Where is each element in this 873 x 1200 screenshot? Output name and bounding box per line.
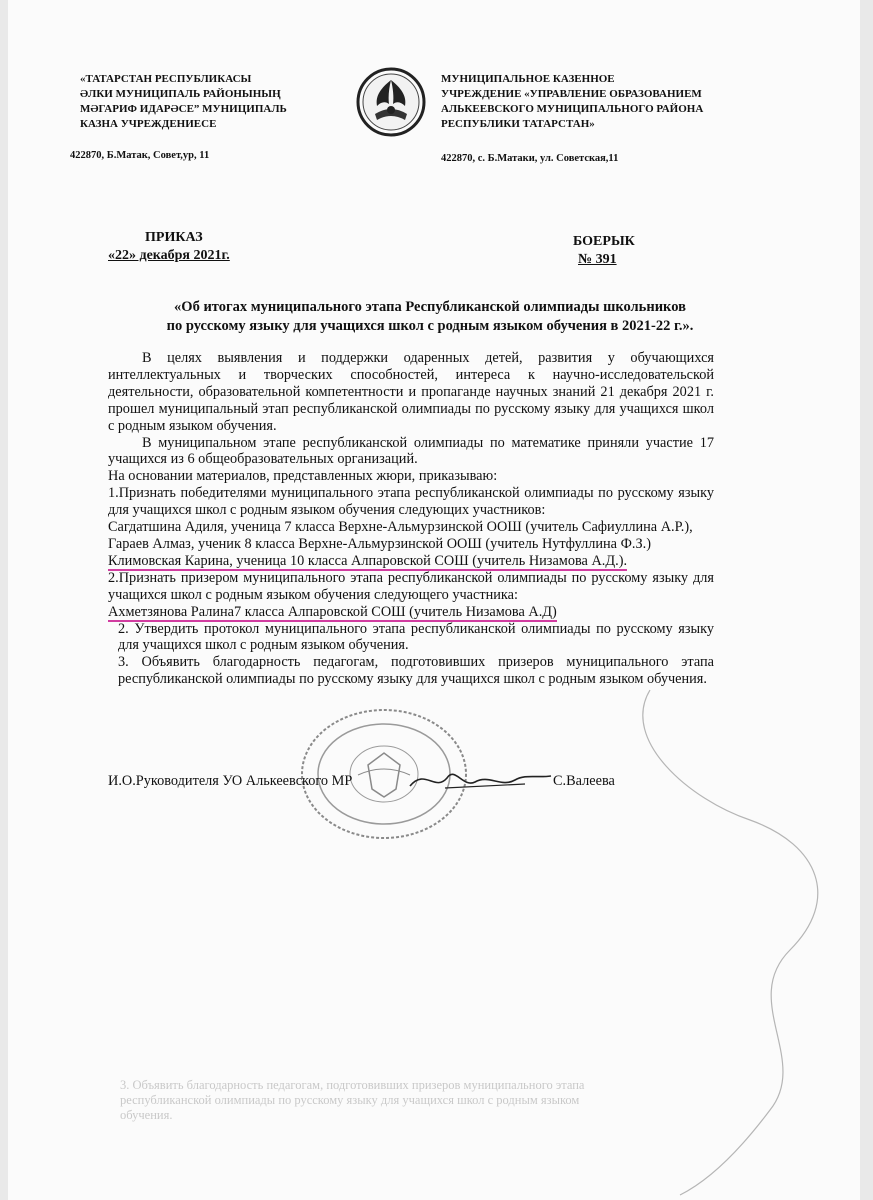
paragraph-participants: В муниципальном этапе республиканской олимпиады по математике приняли участие 17 учащихся из 6 общеобразовательных организаций. xyxy=(108,434,714,468)
winner-item: Гараев Алмаз, ученик 8 класса Верхне-Альмурзинской ООШ (учитель Нутфуллина Ф.З.) xyxy=(108,535,651,552)
tatarstan-emblem-icon xyxy=(355,66,427,138)
order-date: «22» декабря 2021г. xyxy=(108,248,230,263)
bleed-through-line: 3. Объявить благодарность педагогам, подготовивших призеров муниципального этапа xyxy=(120,1078,585,1092)
paragraph-protocol: 2. Утвердить протокол муниципального этапа республиканской олимпиады по русскому языку для учащихся школ с родным языком обучения. xyxy=(118,620,714,654)
handwritten-signature-icon xyxy=(405,758,555,798)
header-right-line: АЛЬКЕЕВСКОГО МУНИЦИПАЛЬНОГО РАЙОНА xyxy=(441,103,704,115)
order-label-left: ПРИКАЗ xyxy=(145,230,203,245)
title-line: «Об итогах муниципального этапа Республиканской олимпиады школьников xyxy=(174,299,686,315)
paragraph-gratitude: 3. Объявить благодарность педагогам, подготовивших призеров муниципального этапа республиканской олимпиады по русскому языку для учащихся школ с родным языком обучения. xyxy=(118,654,714,688)
paragraph-basis: На основании материалов, представленных жюри, приказываю: xyxy=(108,468,498,485)
paragraph-winners-intro: 1.Признать победителями муниципального этапа республиканской олимпиады по русскому языку для учащихся школ с родным языком обучения следующих участников: xyxy=(108,485,714,519)
paragraph-prize-intro: 2.Признать призером муниципального этапа республиканской олимпиады по русскому языку для учащихся школ с родным языком обучения следующего участника: xyxy=(108,569,714,603)
header-left-org xyxy=(80,72,320,132)
order-label-right: БОЕРЫК xyxy=(573,234,635,249)
header-right-org xyxy=(441,72,751,132)
document-body xyxy=(108,350,714,688)
prize-item-highlighted: Ахметзянова Ралина7 класса Алпаровской СОШ (учитель Низамова А.Д) xyxy=(108,603,557,620)
bleed-through-line: обучения. xyxy=(120,1108,173,1122)
scan-edge-left xyxy=(0,0,8,1200)
header-left-line: ӘЛКИ МУНИЦИПАЛЬ РАЙОНЫНЫҢ xyxy=(80,88,281,100)
document-title xyxy=(100,298,760,336)
header-right-line: МУНИЦИПАЛЬНОЕ КАЗЕННОЕ xyxy=(441,73,615,85)
bleed-through-line: республиканской олимпиады по русскому языку для учащихся школ с родным языком xyxy=(120,1093,580,1107)
header-right-line: УЧРЕЖДЕНИЕ «УПРАВЛЕНИЕ ОБРАЗОВАНИЕМ xyxy=(441,88,702,100)
paragraph-purpose: В целях выявления и поддержки одаренных детей, развития у обучающихся интеллектуальных и творческих способностей, интереса к научно-исследовательской деятельности, образовательной компетентности и пропаганде научных знаний 21 декабря 2021 г. прошел муниципальный этап республиканской олимпиады по русскому языку для учащихся школ с родным языком обучения. xyxy=(108,350,714,434)
header-left-line: МӘГАРИФ ИДАРӘСЕ” МУНИЦИПАЛЬ xyxy=(80,103,287,115)
bleed-through-text xyxy=(120,1078,710,1123)
winner-item: Сагдатшина Адиля, ученица 7 класса Верхне-Альмурзинской ООШ (учитель Сафиуллина А.Р.), xyxy=(108,519,693,536)
header-right-line: РЕСПУБЛИКИ ТАТАРСТАН» xyxy=(441,118,595,130)
signature-name: С.Валеева xyxy=(553,773,615,789)
order-number: № 391 xyxy=(578,252,617,267)
header-left-address: 422870, Б.Матак, Совет,ур, 11 xyxy=(70,150,210,161)
title-line: по русскому языку для учащихся школ с родным языком обучения в 2021-22 г.». xyxy=(166,318,694,334)
winner-item-highlighted: Климовская Карина, ученица 10 класса Алпаровской СОШ (учитель Низамова А.Д.). xyxy=(108,552,628,569)
signature-position: И.О.Руководителя УО Алькеевского МР xyxy=(108,773,353,789)
header-right-address: 422870, с. Б.Матаки, ул. Советская,11 xyxy=(441,153,619,164)
header-left-line: «ТАТАРСТАН РЕСПУБЛИКАСЫ xyxy=(80,73,252,85)
header-left-line: КАЗНА УЧРЕЖДЕНИЕСЕ xyxy=(80,118,217,130)
scan-edge-right xyxy=(860,0,873,1200)
